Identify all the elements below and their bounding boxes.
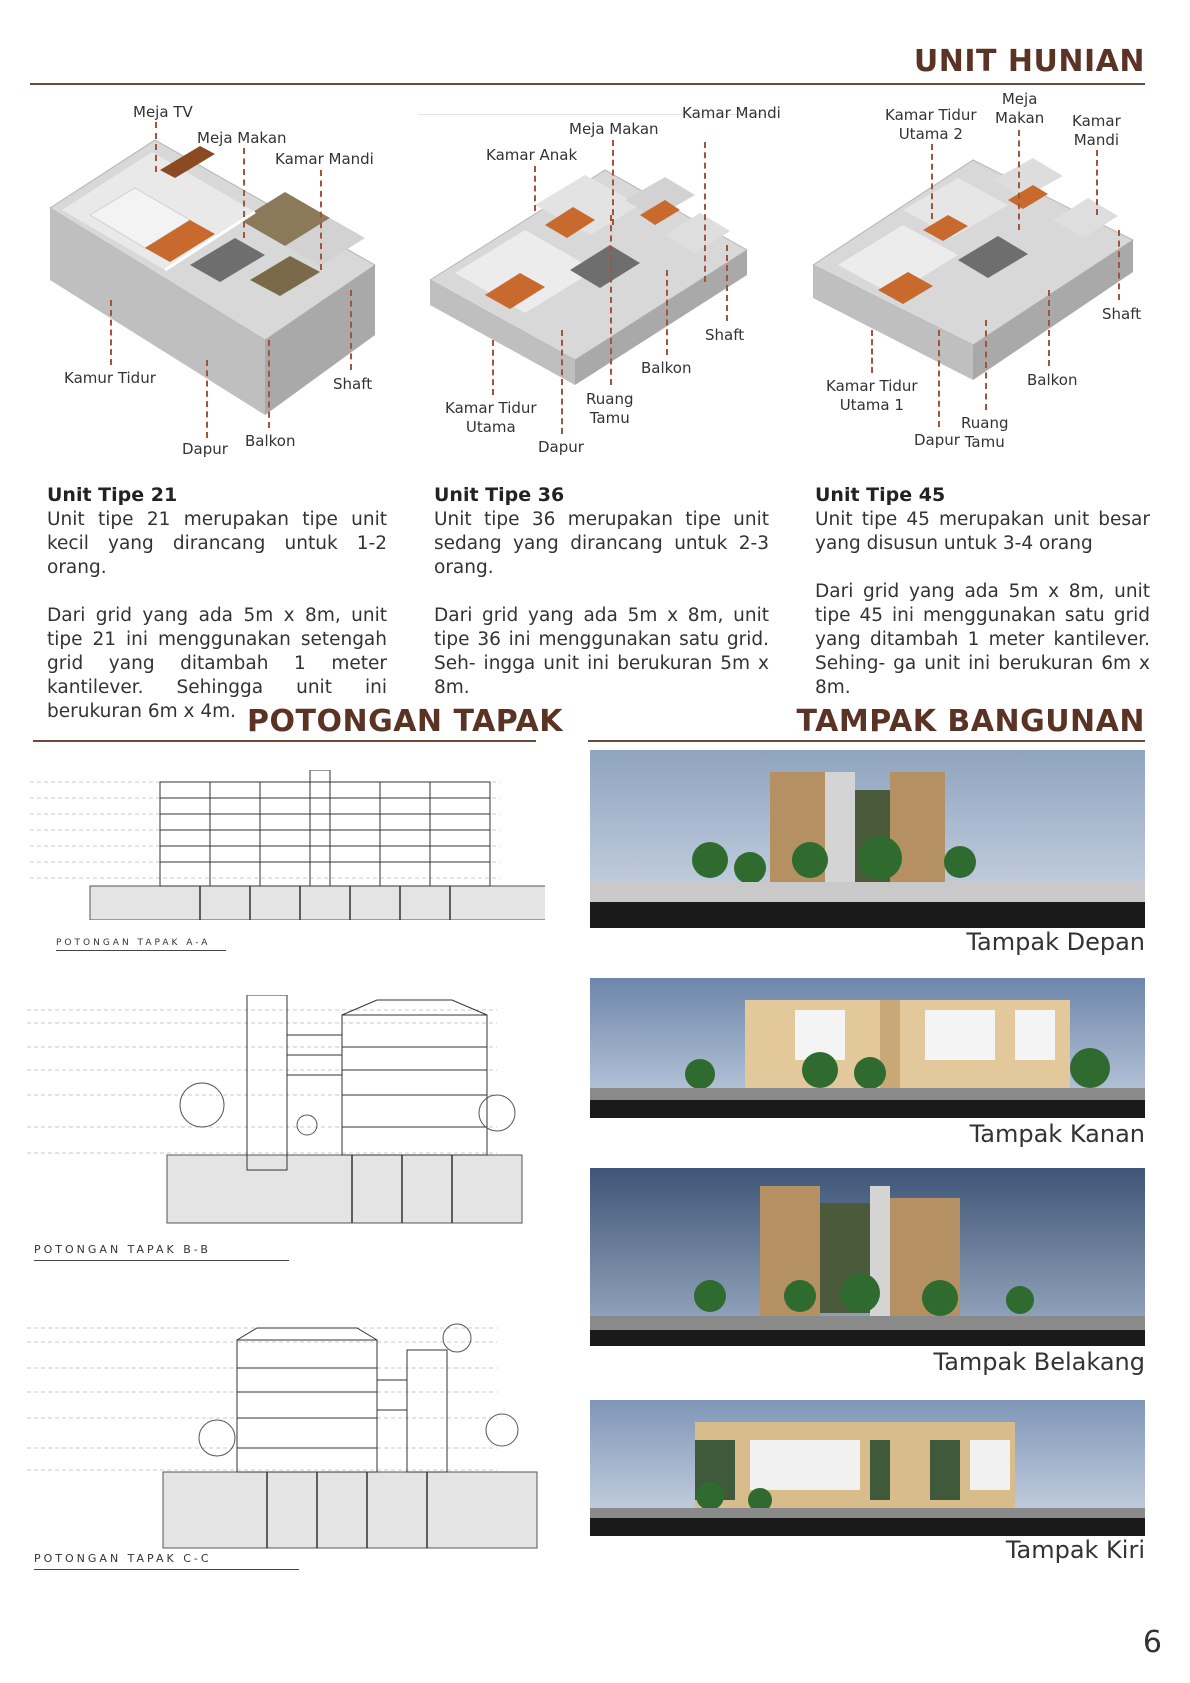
label-dapur-36: Dapur (538, 438, 584, 456)
leader-meja-makan (243, 148, 245, 238)
elevation-right-render (590, 978, 1145, 1118)
unit-21-heading: Unit Tipe 21 (47, 484, 178, 506)
unit-hunian-title: UNIT HUNIAN (913, 44, 1145, 79)
label-kamar-tidur-utama-2: Kamar Tidur Utama 2 (885, 106, 977, 143)
section-a-a-caption: POTONGAN TAPAK A-A (56, 938, 211, 948)
label-kamur-tidur: Kamur Tidur (64, 369, 156, 387)
label-kamar-tidur-utama-36: Kamar Tidur Utama (445, 399, 537, 436)
tampak-bangunan-rule (588, 740, 1145, 742)
leader-kamar-mandi (320, 170, 322, 270)
label-meja-makan-36: Meja Makan (569, 120, 659, 138)
label-meja-makan: Meja Makan (197, 129, 287, 147)
unit-45-heading: Unit Tipe 45 (815, 484, 946, 506)
potongan-tapak-title: POTONGAN TAPAK (247, 704, 564, 739)
label-balkon-45: Balkon (1027, 371, 1078, 389)
unit-45-description (815, 484, 1150, 700)
section-a-a-caption-line (56, 950, 226, 951)
section-a-a-drawing (30, 770, 545, 920)
leader-dapur-21 (206, 360, 208, 438)
label-ruang-tamu-45: Ruang Tamu (961, 414, 1009, 451)
label-kamar-mandi: Kamar Mandi (275, 150, 374, 168)
label-balkon-36: Balkon (641, 359, 692, 377)
section-b-b-drawing (27, 995, 527, 1225)
unit-45-para-1: Unit tipe 45 merupakan unit besar yang disusun untuk 3-4 orang (815, 509, 1150, 554)
potongan-tapak-rule (33, 740, 536, 742)
label-balkon-21: Balkon (245, 432, 296, 450)
unit-21-para-1: Unit tipe 21 merupakan tipe unit kecil yang dirancang untuk 1-2 orang. (47, 509, 387, 578)
leader-kamar-mandi-36 (704, 142, 706, 282)
leader-ruang-tamu-45 (985, 320, 987, 410)
leader-dapur-45 (938, 330, 940, 427)
leader-kamar-tidur-utama-2 (931, 144, 933, 219)
leader-dapur-36 (561, 330, 563, 434)
label-shaft-45: Shaft (1102, 305, 1142, 323)
label-kamar-anak: Kamar Anak (486, 146, 578, 164)
section-c-c-caption: POTONGAN TAPAK C-C (34, 1552, 212, 1565)
leader-shaft-36 (726, 245, 728, 321)
elevation-left-caption: Tampak Kiri (1005, 1536, 1145, 1564)
label-meja-tv: Meja TV (133, 103, 193, 121)
tampak-bangunan-title: TAMPAK BANGUNAN (796, 704, 1145, 739)
label-shaft-36: Shaft (705, 326, 745, 344)
label-kamar-tidur-utama-1: Kamar Tidur Utama 1 (826, 377, 918, 414)
leader-ruang-tamu-36 (610, 215, 612, 385)
leader-kamar-tidur-utama-1 (871, 330, 873, 373)
leader-kamar-tidur-utama-36 (492, 340, 494, 395)
elevation-front-caption: Tampak Depan (966, 928, 1145, 956)
unit-21-para-2: Dari grid yang ada 5m x 8m, unit tipe 21 ini menggunakan setengah grid yang ditambah 1 meter kantilever. Sehingga unit ini berukuran 6m x 4m. (47, 605, 387, 722)
leader-meja-tv (155, 122, 157, 172)
label-kamar-mandi-36: Kamar Mandi (682, 104, 781, 122)
elevation-front-render (590, 750, 1145, 928)
section-b-b-caption-line (34, 1260, 289, 1261)
label-kamar-mandi-45: Kamar Mandi (1072, 112, 1121, 149)
unit-45-para-2: Dari grid yang ada 5m x 8m, unit tipe 45 ini menggunakan satu grid yang ditambah 1 meter kantilever. Sehing- ga unit ini berukuran 6m x 8m. (815, 581, 1150, 698)
leader-kamar-anak (534, 166, 536, 211)
leader-meja-makan-36 (612, 140, 614, 225)
label-dapur-21: Dapur (182, 440, 228, 458)
elevation-right-caption: Tampak Kanan (969, 1120, 1145, 1148)
unit-36-para-1: Unit tipe 36 merupakan tipe unit sedang yang dirancang untuk 2-3 orang. (434, 509, 769, 578)
elevation-back-render (590, 1168, 1145, 1346)
leader-meja-makan-45 (1018, 130, 1020, 230)
label-ruang-tamu-36: Ruang Tamu (586, 390, 634, 427)
page-number: 6 (1142, 1625, 1162, 1660)
elevation-back-caption: Tampak Belakang (933, 1348, 1145, 1376)
leader-kamar-mandi-45 (1096, 150, 1098, 215)
leader-shaft-21 (350, 290, 352, 370)
section-b-b-caption: POTONGAN TAPAK B-B (34, 1243, 211, 1256)
leader-balkon-36 (666, 270, 668, 355)
unit-36-para-2: Dari grid yang ada 5m x 8m, unit tipe 36 ini menggunakan satu grid. Seh- ingga unit ini berukuran 5m x 8m. (434, 605, 769, 698)
label-dapur-45: Dapur (914, 431, 960, 449)
label-shaft-21: Shaft (333, 375, 373, 393)
unit-21-description (47, 484, 387, 724)
unit-36-description (434, 484, 769, 700)
leader-shaft-45 (1118, 230, 1120, 300)
label-meja-makan-45: Meja Makan (995, 90, 1045, 127)
unit-hunian-rule (30, 83, 1145, 85)
leader-balkon-21 (268, 340, 270, 428)
section-c-c-caption-line (34, 1569, 299, 1570)
section-c-c-drawing (27, 1320, 542, 1550)
unit-45-isometric-render (808, 140, 1143, 390)
unit-36-heading: Unit Tipe 36 (434, 484, 565, 506)
leader-balkon-45 (1048, 290, 1050, 366)
elevation-left-render (590, 1400, 1145, 1536)
leader-kamur-tidur (110, 300, 112, 365)
